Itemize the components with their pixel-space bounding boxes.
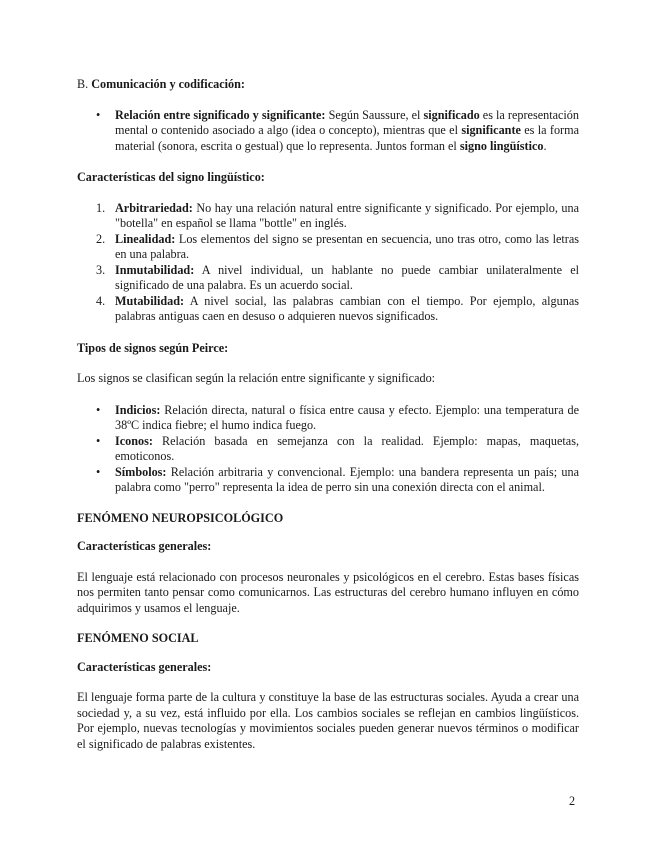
bullet-icon: •: [96, 433, 101, 448]
bullet-icon: •: [96, 107, 101, 122]
list-item: [77, 201, 579, 232]
list-item: [77, 434, 579, 465]
list-term: Linealidad:: [115, 231, 176, 246]
bullet-text: .: [543, 138, 547, 153]
list-term: Arbitrariedad:: [115, 200, 193, 215]
bold-term-signo: signo lingüístico: [459, 138, 544, 153]
page-content: [77, 77, 579, 752]
list-item: [77, 294, 579, 325]
section-b-title: Comunicación y codificación:: [91, 77, 245, 91]
list-term: Mutabilidad:: [115, 293, 185, 308]
list-text: Los elementos del signo se presentan en secuencia, uno tras otro, como las letras en una palabra.: [115, 231, 579, 261]
list-number: 1.: [96, 200, 106, 215]
list-text: Relación basada en semejanza con la realidad. Ejemplo: mapas, maquetas, emoticonos.: [115, 433, 579, 463]
list-term: Inmutabilidad:: [115, 262, 195, 277]
bold-term-significante: significante: [461, 123, 521, 137]
social-title: FENÓMENO SOCIAL: [77, 631, 199, 645]
bullet-text: es la representación mental o contenido asociado a algo (idea o concepto), mientras que el: [115, 107, 579, 137]
list-item: [77, 232, 579, 263]
neuro-title: FENÓMENO NEUROPSICOLÓGICO: [77, 510, 284, 525]
list-text: No hay una relación natural entre significante y significado. Por ejemplo, una "botella" en español se llama "bottle" en inglés.: [115, 200, 579, 230]
peirce-intro: Los signos se clasifican según la relación entre significante y significado:: [77, 371, 436, 385]
list-item: [77, 403, 579, 434]
list-text: A nivel individual, un hablante no puede cambiar unilateralmente el significado de una palabra. Es un acuerdo social.: [115, 262, 579, 292]
bold-term-significado: significado: [423, 107, 480, 122]
list-text: Relación directa, natural o física entre causa y efecto. Ejemplo: una temperatura de 38ºC indica fiebre; el humo indica fuego.: [115, 402, 579, 432]
list-text: Relación arbitraria y convencional. Ejemplo: una bandera representa un país; una palabra como "perro" representa la idea de perro sin una conexión directa con el animal.: [115, 464, 579, 494]
section-b-bullets: [77, 108, 579, 155]
list-number: 3.: [96, 262, 106, 277]
bullet-icon: •: [96, 464, 101, 479]
neuro-subheading: Características generales:: [77, 539, 212, 553]
neuro-paragraph: El lenguaje está relacionado con procesos neuronales y psicológicos en el cerebro. Estas bases físicas nos permiten tanto pensar como comunicarnos. Las estructuras del cerebro humano influyen en cómo adquirimos y usamos el lenguaje.: [77, 569, 579, 615]
list-item: [77, 263, 579, 294]
page-number: 2: [569, 794, 576, 808]
peirce-list: [77, 403, 579, 496]
bullet-term: Relación entre significado y significante:: [115, 107, 326, 122]
bullet-text: Según Saussure, el: [325, 107, 424, 122]
list-term: Símbolos:: [115, 464, 167, 479]
section-b-heading: [77, 77, 579, 93]
social-subheading: Características generales:: [77, 659, 212, 674]
social-paragraph: El lenguaje forma parte de la cultura y constituye la base de las estructuras sociales. Ayuda a crear una sociedad y, a su vez, está influido por ella. Los cambios sociales se reflejan en cambios lingüísticos. Por ejemplo, nuevas tecnologías y movimientos sociales pueden generar nuevos términos o modificar el significado de palabras existentes.: [77, 690, 579, 751]
bullet-icon: •: [96, 402, 101, 417]
list-number: 2.: [96, 231, 106, 246]
bullet-text: es la forma material (sonora, escrita o gestual) que lo representa. Juntos forman el: [115, 123, 579, 153]
peirce-heading: Tipos de signos según Peirce:: [77, 340, 229, 355]
list-term: Iconos:: [115, 433, 153, 448]
signo-list: [77, 201, 579, 325]
signo-heading: Características del signo lingüístico:: [77, 170, 265, 184]
list-item: [77, 465, 579, 496]
list-item: [77, 108, 579, 155]
list-text: A nivel social, las palabras cambian con el tiempo. Por ejemplo, algunas palabras antiguas caen en desuso o adquieren nuevos significados.: [115, 293, 579, 323]
list-term: Indicios:: [115, 402, 161, 417]
list-number: 4.: [96, 293, 106, 308]
section-b-prefix: B.: [77, 77, 89, 91]
